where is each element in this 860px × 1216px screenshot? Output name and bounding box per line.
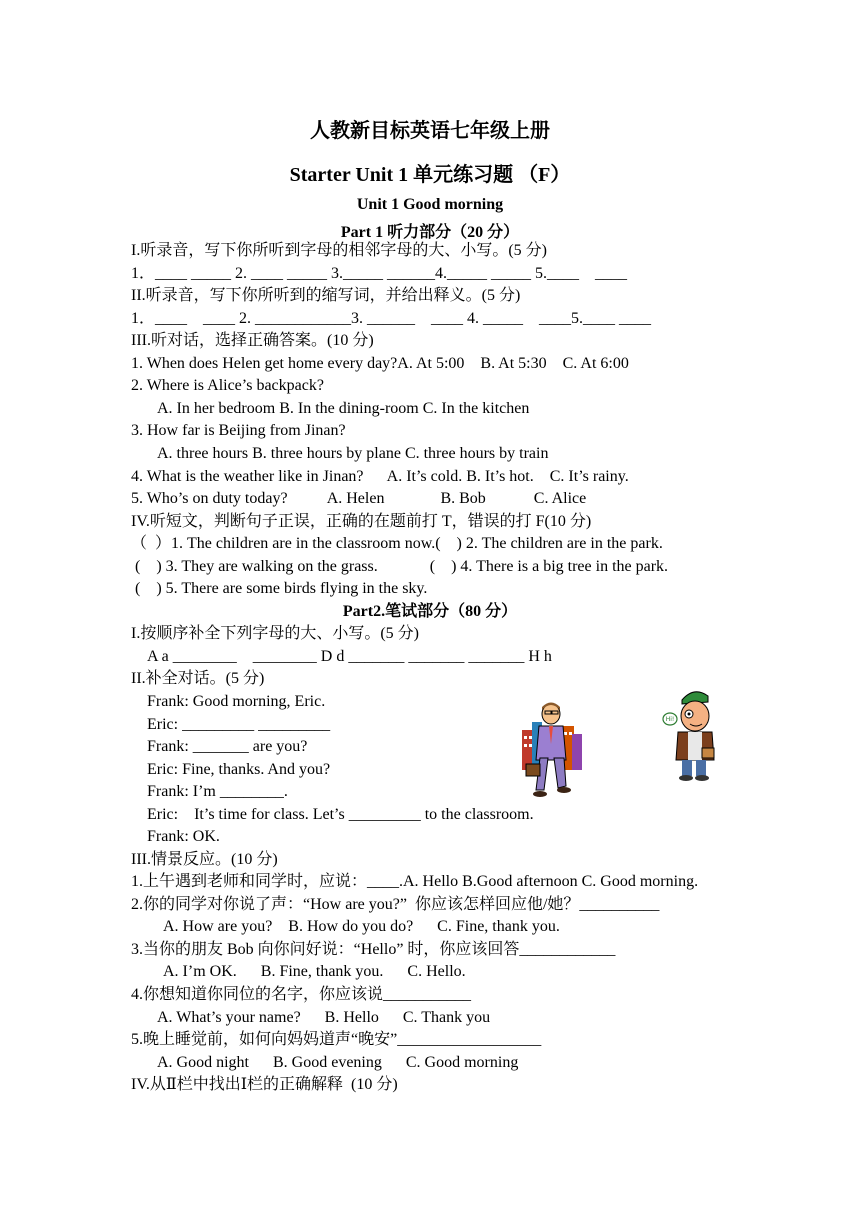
question-line: 5. Who’s on duty today? A. Helen B. Bob C. Alice [131,490,587,507]
dialogue-line: Eric: It’s time for class. Let’s _________ to the classroom. [147,806,534,823]
true-false-line: （ ）1. The children are in the classroom now.( ) 2. The children are in the park. [131,535,663,552]
answer-blanks-line: 1．____ ____ 2. ____________3. ______ ____ 4. _____ ____5.____ ____ [131,310,651,327]
businessman-illustration [518,700,584,802]
answer-blanks-line: 1．____ _____ 2. ____ _____ 3._____ ______4._____ _____ 5.____ ____ [131,265,628,282]
document-subtitle: Starter Unit 1 单元练习题 （F） [289,164,571,186]
options-line: A. three hours B. three hours by plane C. three hours by train [157,445,549,462]
unit-heading: Unit 1 Good morning [356,196,504,213]
boy-illustration [662,686,722,782]
question-line: 1. When does Helen get home every day?A. At 5:00 B. At 5:30 C. At 6:00 [131,355,629,372]
options-line: A. What’s your name? B. Hello C. Thank you [157,1009,491,1026]
section-heading: I.听录音，写下你所听到字母的相邻字母的大、小写。(5 分) [131,242,547,259]
part2-heading: Part2.笔试部分（80 分） [342,603,518,620]
section-heading: II.补全对话。(5 分) [131,670,265,687]
speech-bubble-text: Hi! [665,716,675,723]
question-line: 2. Where is Alice’s backpack? [131,377,324,394]
question-line: 5.晚上睡觉前，如何向妈妈道声“晚安”__________________ [131,1031,542,1048]
true-false-line: ( ) 5. There are some birds flying in the sky. [131,580,428,597]
true-false-line: ( ) 3. They are walking on the grass. ( ) 4. There is a big tree in the park. [131,558,669,575]
document-title: 人教新目标英语七年级上册 [310,120,550,142]
dialogue-line: Frank: OK. [147,828,220,845]
dialogue-line: Eric: _________ _________ [147,716,331,733]
dialogue-line: Frank: _______ are you? [147,738,308,755]
options-line: A. How are you? B. How do you do? C. Fine, thank you. [163,918,560,935]
section-heading: IV.听短文，判断句子正误，正确的在题前打 T，错误的打 F(10 分) [131,513,592,530]
question-line: 3. How far is Beijing from Jinan? [131,422,346,439]
options-line: A. I’m OK. B. Fine, thank you. C. Hello. [163,963,466,980]
section-heading: IV.从Ⅱ栏中找出Ⅰ栏的正确解释 (10 分) [131,1076,398,1093]
dialogue-line: Frank: Good morning, Eric. [147,693,326,710]
dialogue-line: Frank: I’m ________. [147,783,288,800]
section-heading: III.情景反应。(10 分) [131,851,278,868]
question-line: 4. What is the weather like in Jinan? A. It’s cold. B. It’s hot. C. It’s rainy. [131,468,629,485]
section-heading: II.听录音，写下你所听到的缩写词，并给出释义。(5 分) [131,287,521,304]
dialogue-line: Eric: Fine, thanks. And you? [147,761,331,778]
section-heading: I.按顺序补全下列字母的大、小写。(5 分) [131,625,419,642]
options-line: A. Good night B. Good evening C. Good morning [157,1054,519,1071]
alphabet-blanks-line: A a ________ ________ D d _______ _______ _______ H h [147,648,552,665]
question-line: 2.你的同学对你说了声：“How are you?” 你应该怎样回应他/她？__________ [131,896,660,913]
question-line: 1.上午遇到老师和同学时，应说：____.A. Hello B.Good afternoon C. Good morning. [131,873,699,890]
options-line: A. In her bedroom B. In the dining-room C. In the kitchen [157,400,530,417]
section-heading: III.听对话，选择正确答案。(10 分) [131,332,374,349]
question-line: 3.当你的朋友 Bob 向你问好说：“Hello” 时，你应该回答____________ [131,941,616,958]
part1-heading: Part 1 听力部分（20 分） [340,224,520,241]
question-line: 4.你想知道你同位的名字，你应该说___________ [131,986,472,1003]
